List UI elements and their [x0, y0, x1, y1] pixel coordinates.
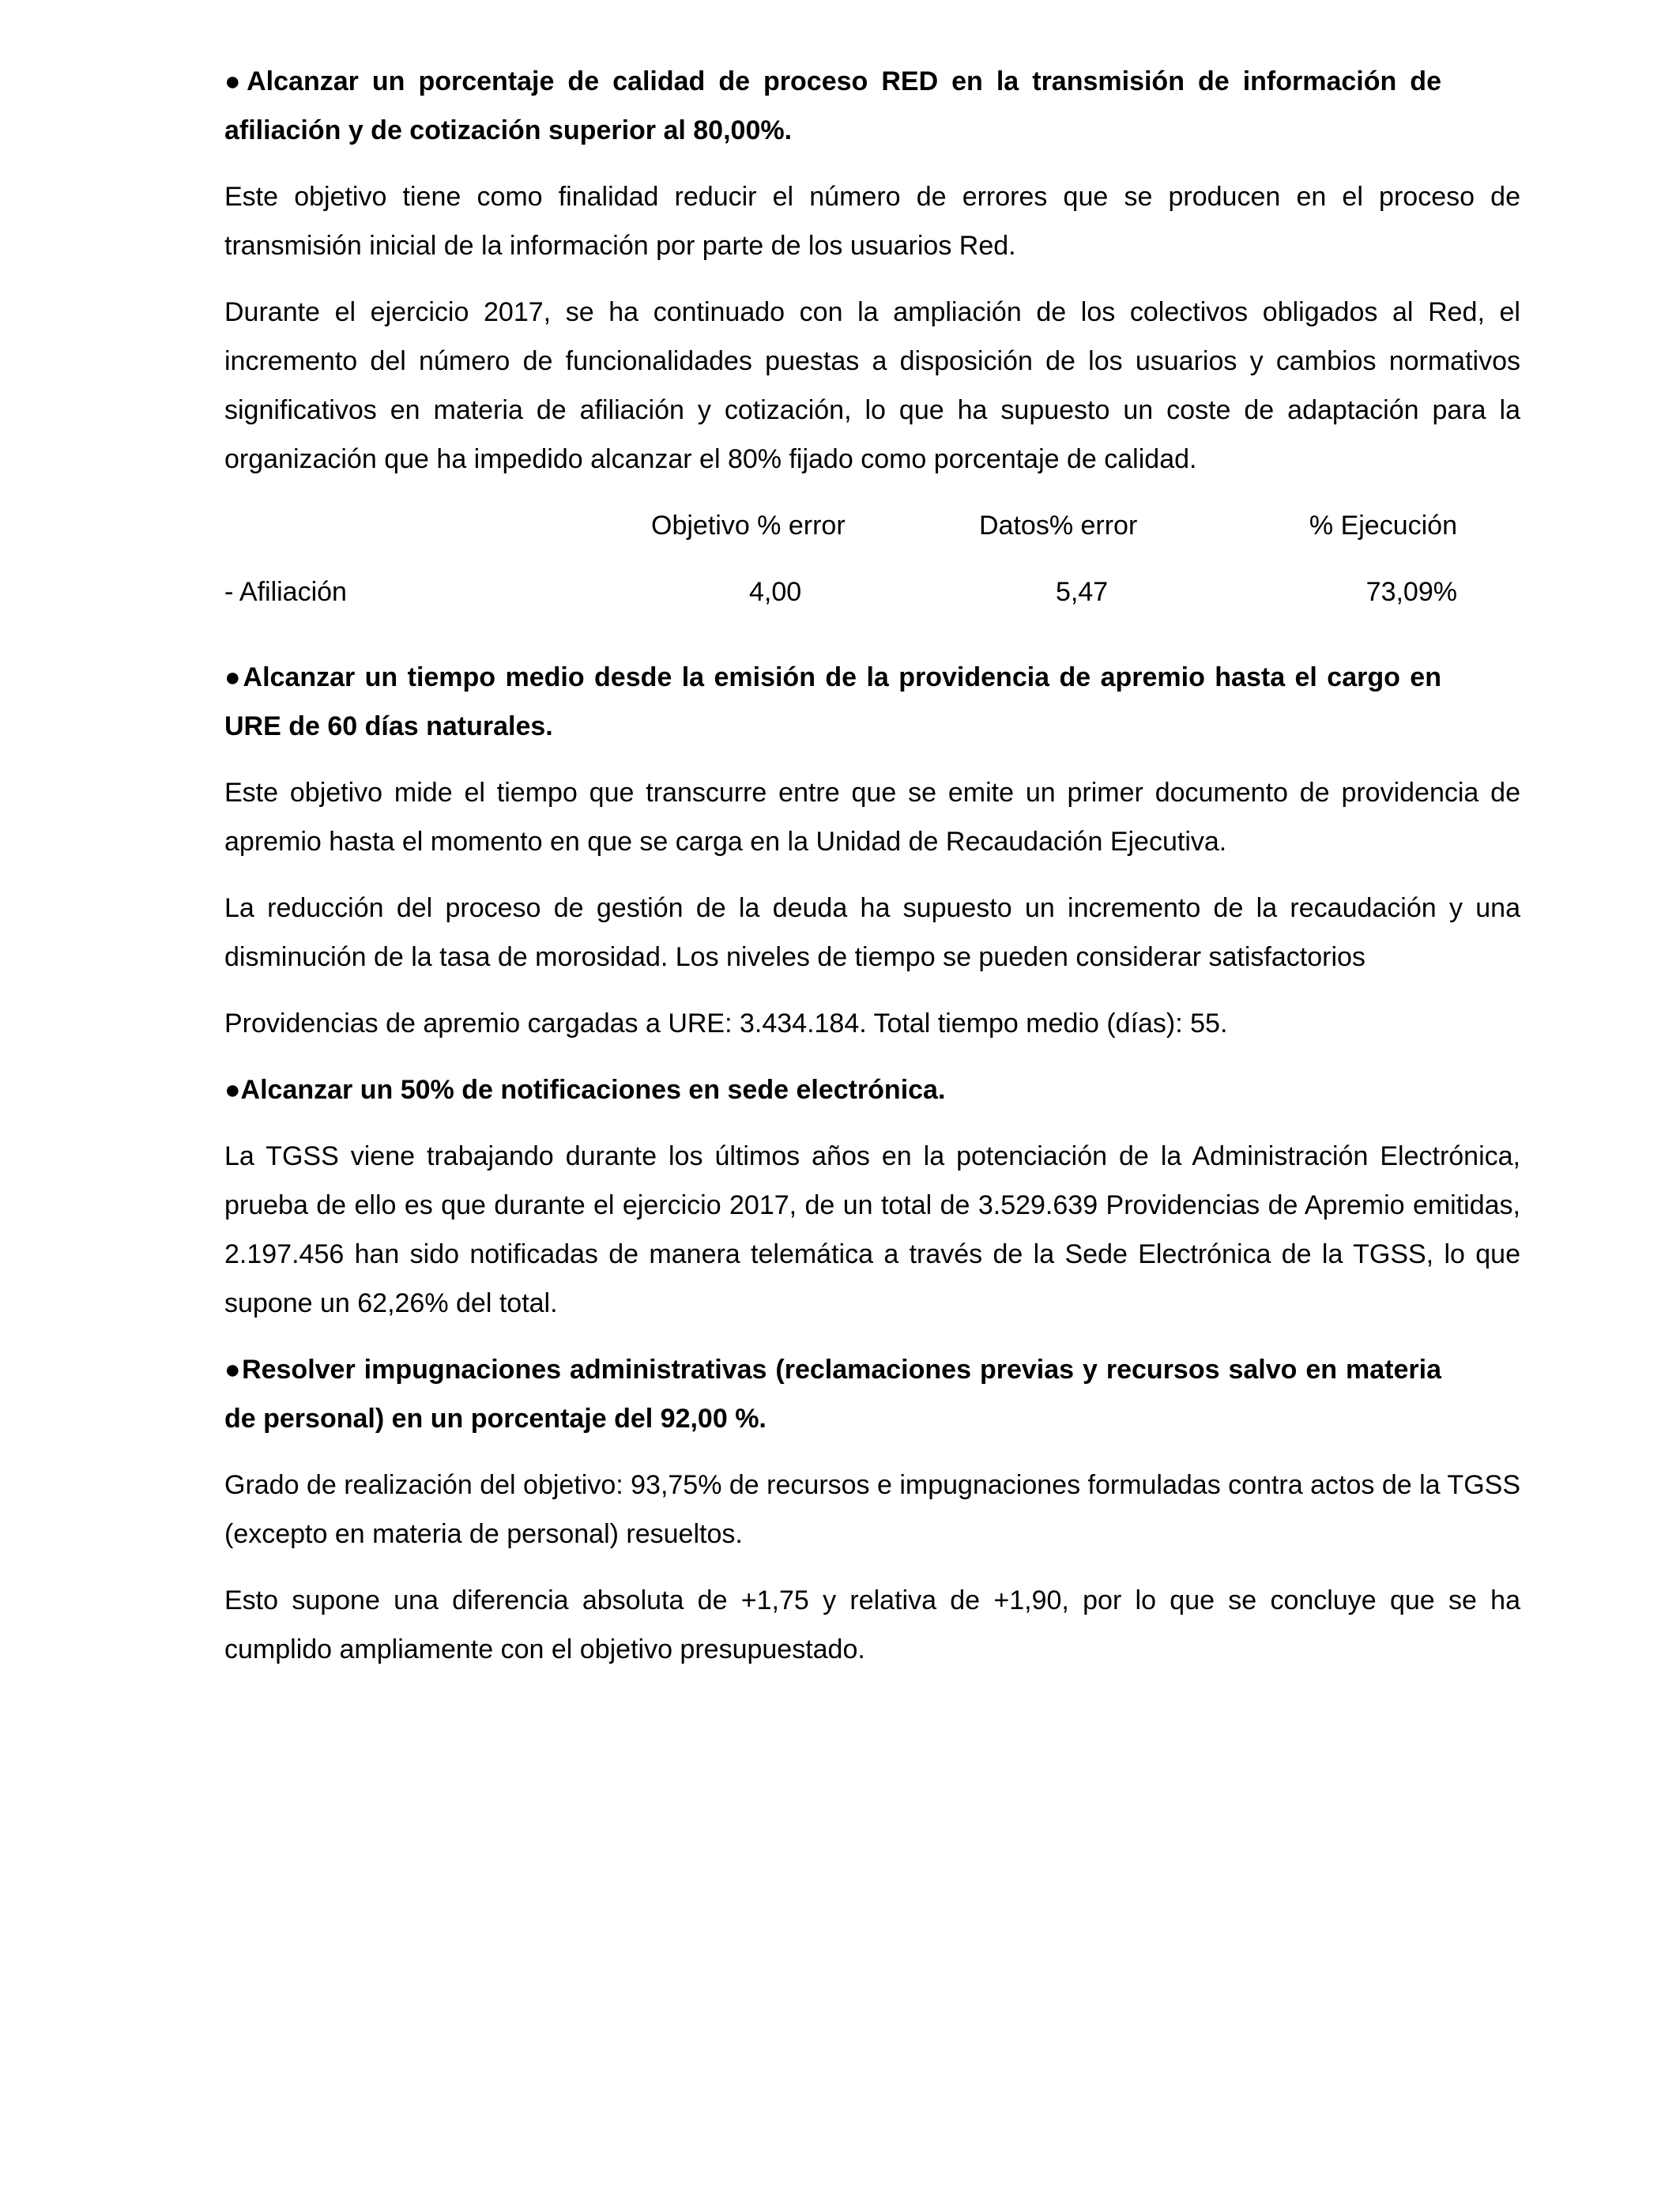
row-label: - Afiliación — [224, 577, 347, 607]
objective-heading-text: Alcanzar un 50% de notificaciones en sede electrónica. — [240, 1075, 946, 1105]
bullet-icon: ● — [224, 662, 243, 692]
objective-heading-text: Alcanzar un tiempo medio desde la emisión de la providencia de apremio hasta el cargo en URE de 60 días naturales. — [224, 662, 1441, 741]
paragraph: La TGSS viene trabajando durante los últimos años en la potenciación de la Administración Electrónica, prueba de ello es que durante el ejercicio 2017, de un total de 3.529.639 Providencias de Apremio emitidas, 2.197.456 han sido notificadas de manera telemática a través de la Sede Electrónica de la TGSS, lo que supone un 62,26% del total. — [224, 1141, 1520, 1318]
objective-heading-text: Resolver impugnaciones administrativas (reclamaciones previas y recursos salvo en materia de personal) en un porcentaje del 92,00 %. — [224, 1355, 1441, 1434]
bullet-icon: ● — [224, 1075, 241, 1105]
cell-datos: 5,47 — [1056, 577, 1109, 607]
paragraph: Este objetivo tiene como finalidad reducir el número de errores que se producen en el proceso de transmisión inicial de la información por parte de los usuarios Red. — [224, 182, 1520, 261]
paragraph: Providencias de apremio cargadas a URE: 3.434.184. Total tiempo medio (días): 55. — [224, 1008, 1228, 1039]
bullet-icon: ● — [224, 1355, 243, 1385]
objective-heading — [224, 1065, 1520, 1114]
objective-heading — [224, 57, 1520, 155]
objective-heading — [224, 653, 1520, 751]
paragraph: Grado de realización del objetivo: 93,75% de recursos e impugnaciones formuladas contra actos de la TGSS (excepto en materia de personal) resueltos. — [224, 1470, 1520, 1549]
paragraph: La reducción del proceso de gestión de la deuda ha supuesto un incremento de la recaudación y una disminución de la tasa de morosidad. Los niveles de tiempo se pueden considerar satisfactorios — [224, 893, 1520, 972]
column-header-objetivo: Objetivo % error — [651, 511, 846, 541]
column-header-ejecucion: % Ejecución — [1309, 511, 1457, 541]
bullet-icon: ● — [224, 66, 247, 96]
paragraph: Durante el ejercicio 2017, se ha continuado con la ampliación de los colectivos obligados al Red, el incremento del número de funcionalidades puestas a disposición de los usuarios y cambios normativos significativos en materia de afiliación y cotización, lo que ha supuesto un coste de adaptación para la organización que ha impedido alcanzar el 80% fijado como porcentaje de calidad. — [224, 297, 1520, 474]
objective-heading — [224, 1345, 1520, 1443]
cell-ejecucion: 73,09% — [1365, 577, 1457, 607]
paragraph: Este objetivo mide el tiempo que transcurre entre que se emite un primer documento de providencia de apremio hasta el momento en que se carga en la Unidad de Recaudación Ejecutiva. — [224, 778, 1520, 857]
objective-heading-text: Alcanzar un porcentaje de calidad de proceso RED en la transmisión de información de afiliación y de cotización superior al 80,00%. — [224, 66, 1441, 145]
document-page — [224, 57, 1520, 1691]
paragraph: Esto supone una diferencia absoluta de +1,75 y relativa de +1,90, por lo que se concluye que se ha cumplido ampliamente con el objetivo presupuestado. — [224, 1585, 1520, 1664]
cell-objetivo: 4,00 — [749, 577, 802, 607]
column-header-datos: Datos% error — [979, 511, 1138, 541]
error-rate-table — [224, 501, 1520, 635]
